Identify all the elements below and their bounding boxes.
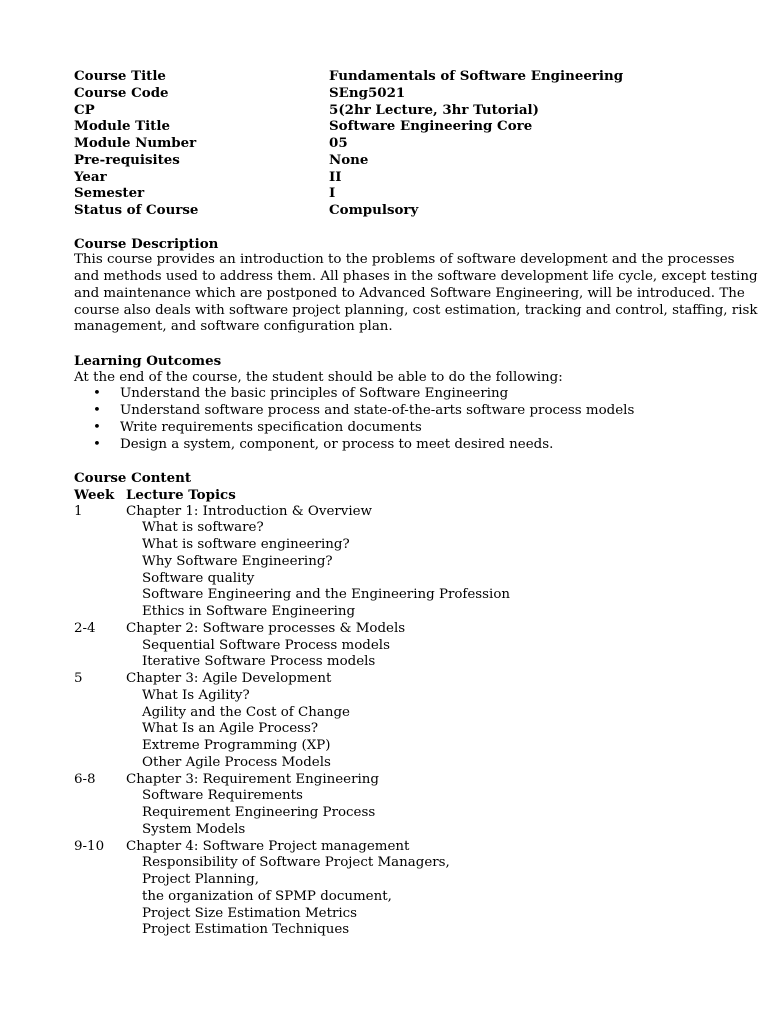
info-value: 05 xyxy=(329,135,348,151)
topic-item: Project Estimation Techniques xyxy=(142,922,350,938)
week-number: 1 xyxy=(74,503,83,519)
info-row-prerequisites xyxy=(74,152,694,169)
topic-item: What Is Agility? xyxy=(142,687,250,703)
week-row xyxy=(74,504,694,521)
section-heading: Course Content xyxy=(74,470,192,486)
list-item xyxy=(74,437,694,454)
paragraph-line: course also deals with software project planning, cost estimation, tracking and control, staffing, risk xyxy=(74,302,758,318)
list-item-text: Write requirements specification documents xyxy=(120,419,422,435)
info-label: Pre-requisites xyxy=(74,151,180,168)
week-number: 6-8 xyxy=(74,771,96,787)
paragraph-line: and methods used to address them. All phases in the software development life cycle, except testing xyxy=(74,269,758,284)
list-item-text: Design a system, component, or process to meet desired needs. xyxy=(120,436,554,452)
paragraph-line: and maintenance which are postponed to Advanced Software Engineering, will be introduced. The xyxy=(74,285,745,301)
list-item-text: Understand the basic principles of Software Engineering xyxy=(120,386,509,402)
chapter-title: Chapter 4: Software Project management xyxy=(126,838,410,854)
info-label: Course Title xyxy=(74,68,166,84)
bullet-icon: • xyxy=(93,419,101,435)
chapter-title: Chapter 1: Introduction & Overview xyxy=(126,503,373,519)
topic-item: Ethics in Software Engineering xyxy=(142,604,356,619)
info-value: None xyxy=(329,151,369,168)
list-item xyxy=(74,386,694,403)
info-row-year xyxy=(74,169,694,186)
info-label: CP xyxy=(74,101,95,118)
topic-item: Iterative Software Process models xyxy=(142,654,376,670)
info-value: Fundamentals of Software Engineering xyxy=(329,68,624,84)
topic-item: What is software? xyxy=(142,520,264,536)
info-row-module-title xyxy=(74,118,694,135)
topic-item: Why Software Engineering? xyxy=(142,553,333,569)
info-row-module-number xyxy=(74,135,694,152)
info-value: SEng5021 xyxy=(329,84,406,101)
paragraph-line: management, and software configuration plan. xyxy=(74,319,393,335)
info-label: Module Number xyxy=(74,135,197,151)
course-info-table xyxy=(74,68,694,219)
topic-item: Agility and the Cost of Change xyxy=(142,704,350,720)
info-value: Software Engineering Core xyxy=(329,118,533,135)
week-number: 9-10 xyxy=(74,838,105,854)
topic-item: Project Size Estimation Metrics xyxy=(142,905,358,921)
info-value: Compulsory xyxy=(329,202,419,218)
week-number: 2-4 xyxy=(74,620,96,636)
learning-outcomes-section xyxy=(74,353,694,454)
week-row xyxy=(74,671,694,688)
section-heading: Course Description xyxy=(74,235,219,252)
info-row-course-code xyxy=(74,85,694,102)
topic-item: the organization of SPMP document, xyxy=(142,888,392,904)
info-row-semester xyxy=(74,185,694,202)
info-value: 5(2hr Lecture, 3hr Tutorial) xyxy=(329,101,539,118)
info-row-status xyxy=(74,202,694,219)
info-label: Course Code xyxy=(74,84,169,101)
bullet-icon: • xyxy=(93,386,101,402)
info-label: Year xyxy=(74,168,107,185)
topic-item: Software Engineering and the Engineering Profession xyxy=(142,587,511,603)
week-row xyxy=(74,772,694,789)
chapter-title: Chapter 3: Requirement Engineering xyxy=(126,771,379,787)
topic-item: System Models xyxy=(142,821,246,837)
outcomes-intro: At the end of the course, the student should be able to do the following: xyxy=(74,369,563,385)
info-label: Semester xyxy=(74,185,145,202)
week-row xyxy=(74,621,694,638)
info-label: Status of Course xyxy=(74,202,199,218)
topic-item: Sequential Software Process models xyxy=(142,637,390,653)
list-item xyxy=(74,403,694,420)
topic-item: Requirement Engineering Process xyxy=(142,805,376,820)
bullet-icon: • xyxy=(93,403,101,418)
topic-item: Responsibility of Software Project Managers, xyxy=(142,855,450,871)
topic-item: What Is an Agile Process? xyxy=(142,721,319,737)
week-header: Week xyxy=(74,486,115,503)
document-page xyxy=(74,68,758,939)
course-description-section xyxy=(74,235,758,337)
topic-item: What is software engineering? xyxy=(142,537,350,552)
chapter-title: Chapter 2: Software processes & Models xyxy=(126,620,406,636)
list-item xyxy=(74,420,694,437)
info-value: II xyxy=(329,168,342,185)
info-label: Module Title xyxy=(74,118,170,135)
topic-item: Other Agile Process Models xyxy=(142,754,331,770)
content-header-row xyxy=(74,487,694,504)
paragraph-line: This course provides an introduction to the problems of software development and the processes xyxy=(74,252,735,268)
week-row xyxy=(74,839,694,856)
list-item-text: Understand software process and state-of-the-arts software process models xyxy=(120,403,635,418)
topic-item: Software quality xyxy=(142,570,255,586)
bullet-icon: • xyxy=(93,436,101,452)
topic-item: Software Requirements xyxy=(142,788,303,804)
topic-item: Extreme Programming (XP) xyxy=(142,738,331,753)
section-heading: Learning Outcomes xyxy=(74,352,222,369)
topics-header: Lecture Topics xyxy=(126,486,236,503)
info-row-course-title xyxy=(74,68,694,85)
info-value: I xyxy=(329,185,336,202)
week-number: 5 xyxy=(74,671,83,686)
topic-item: Project Planning, xyxy=(142,872,259,887)
info-row-cp xyxy=(74,102,694,119)
chapter-title: Chapter 3: Agile Development xyxy=(126,671,332,686)
course-content-section xyxy=(74,470,694,939)
